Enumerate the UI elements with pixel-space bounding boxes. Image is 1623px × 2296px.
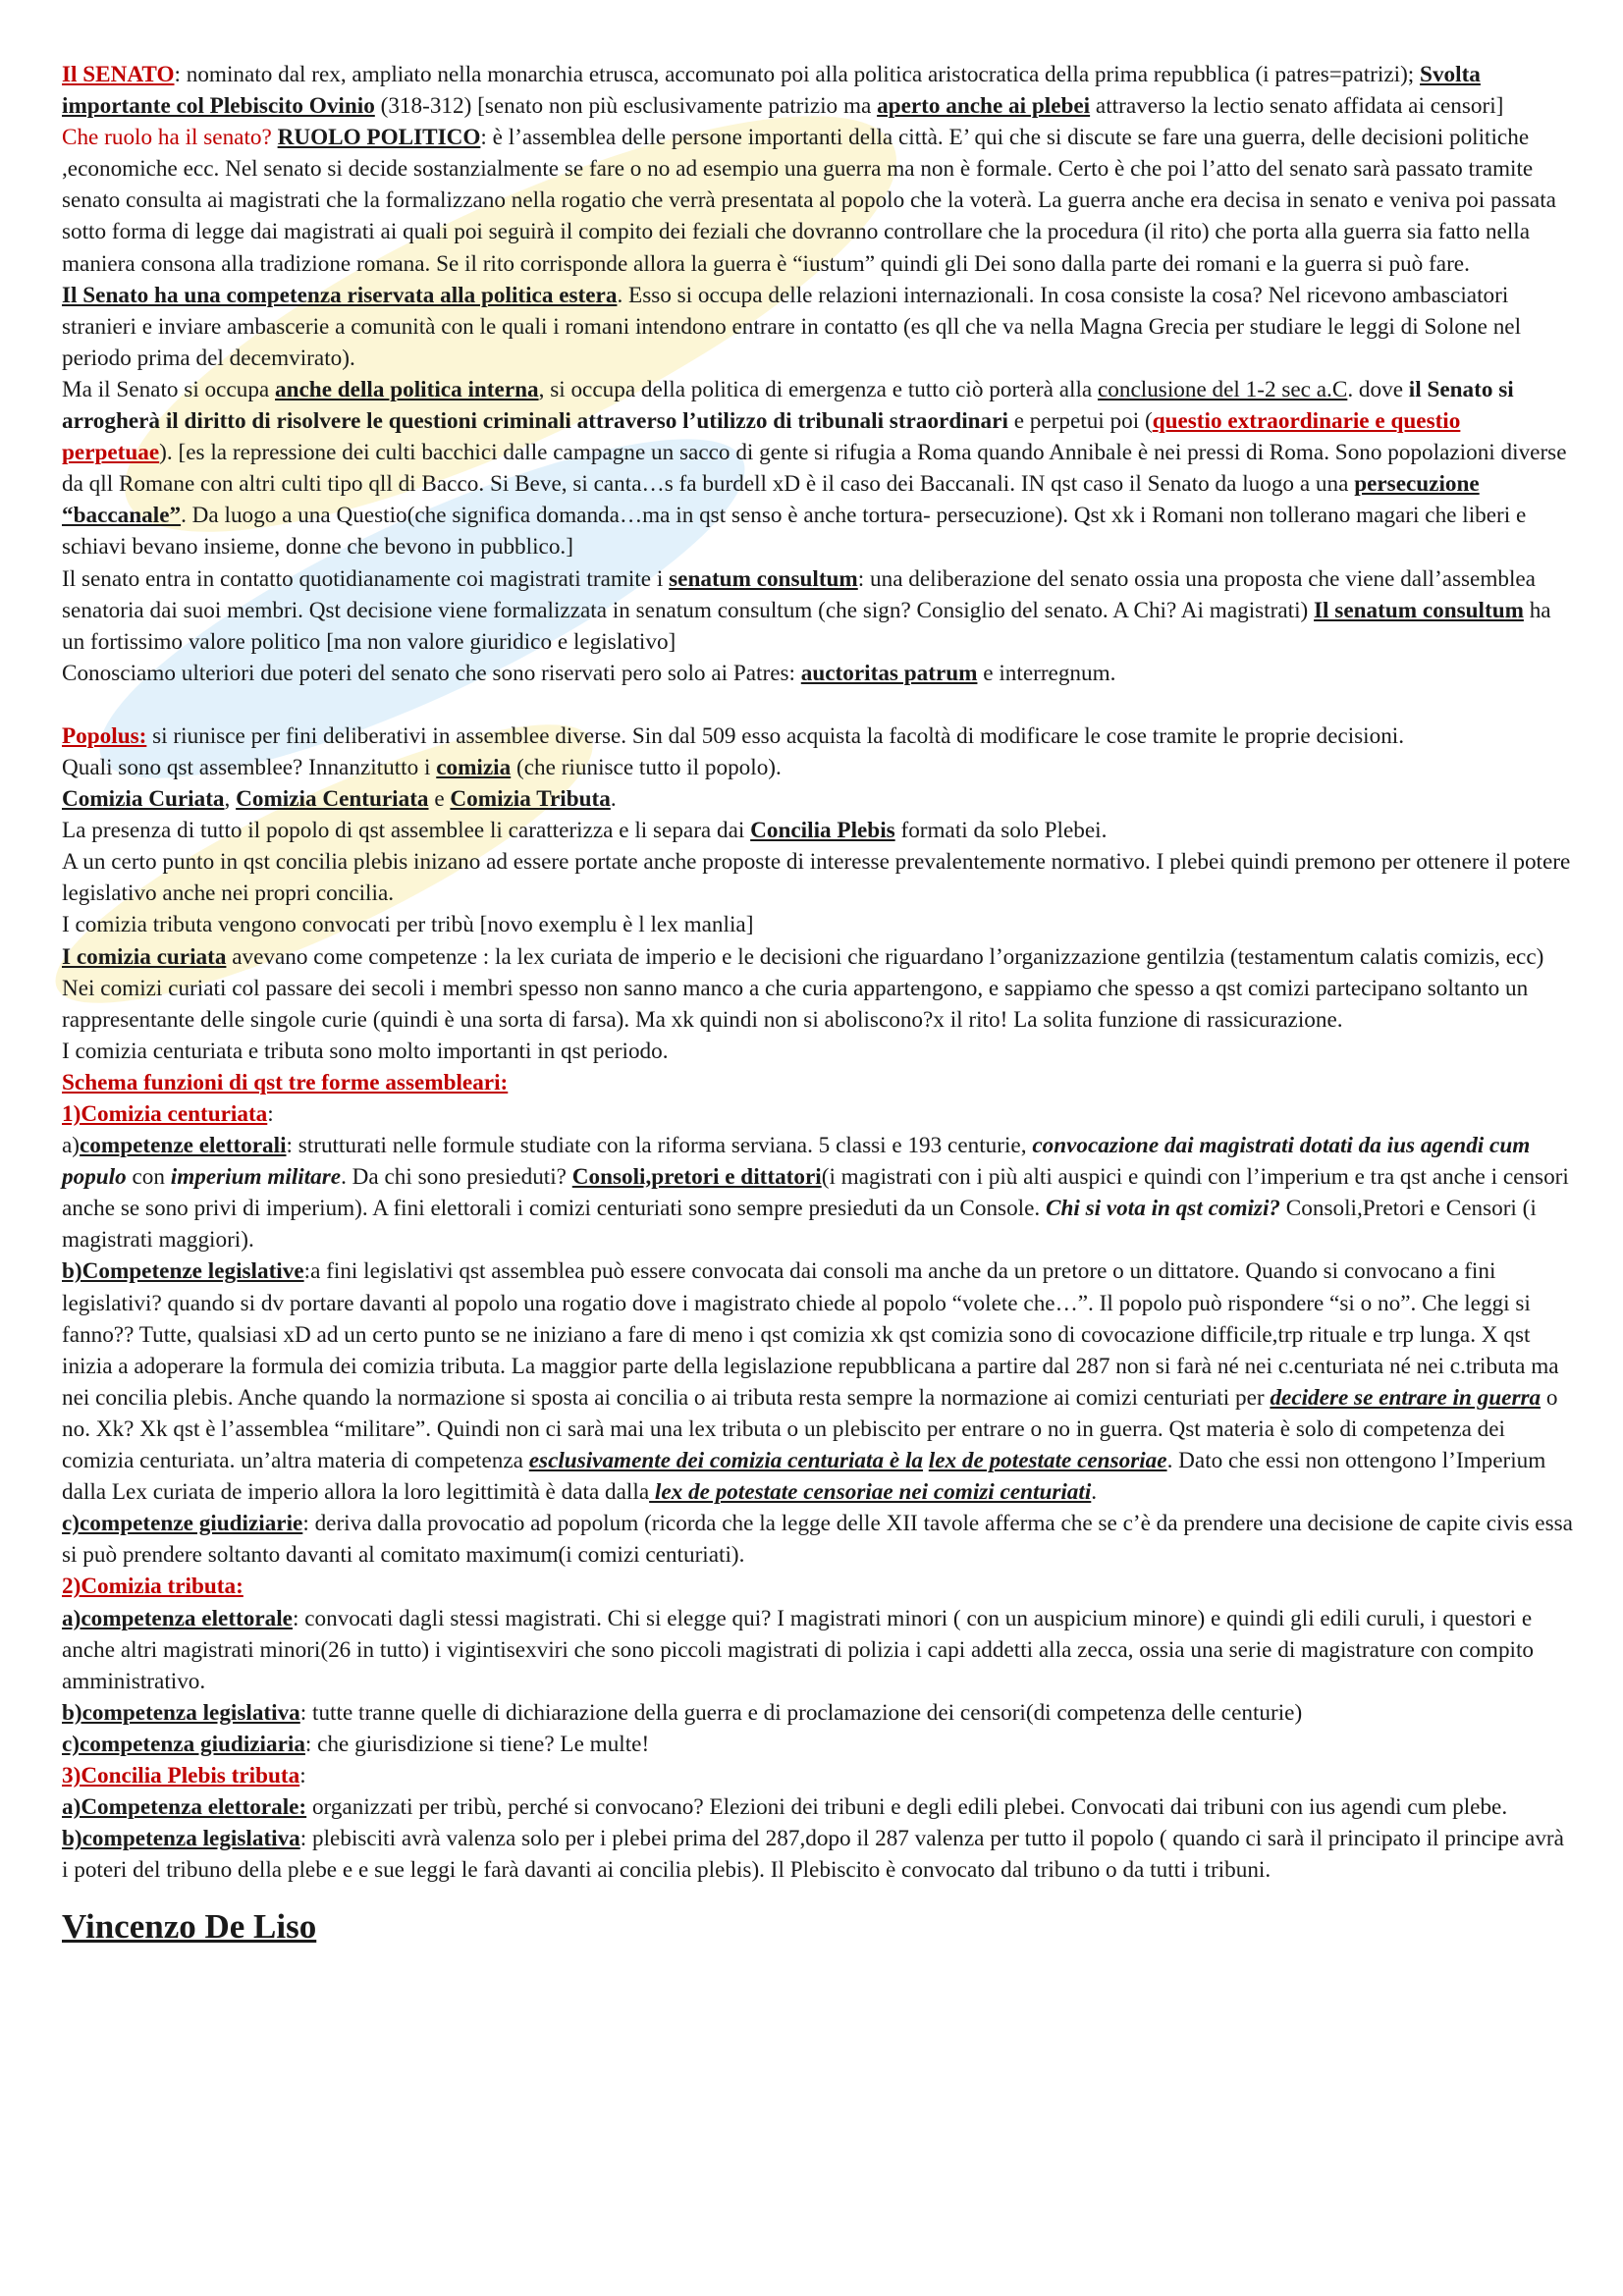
popolus-proposte-normative (62, 846, 1574, 909)
text-run: a)Competenza elettorale: (62, 1794, 307, 1821)
text-run: 1)Comizia centuriata (62, 1101, 268, 1127)
text-run: Concilia Plebis (750, 818, 895, 844)
text-run: esclusivamente dei comizia centuriata è la (528, 1448, 923, 1474)
text-run: . Dato che essi non ottengono l’Imperium dalla Lex curiata de imperio allora la loro legittimità è data dalla (62, 1448, 1546, 1506)
text-run: : è l’assemblea delle persone importanti della città. E’ qui che si discute se fare una guerra, delle decisioni politiche ,economiche ecc. Nel senato si decide sostanzialmente se fare o no ad esempio una guerra ma non è formale. Certo è che poi l’atto del senato sarà passato tramite senato consulta ai magistrati che la formalizzano nella rogatio che verrà presentata al popolo che la voterà. La guerra anche era decisa in senato e veniva poi passata sotto forma di legge dai magistrati ai quali poi seguirà il compito dei feziali che dovranno controllare che la procedura (il rito) che porta alla guerra sia fatto nella maniera consona alla tradizione romana. Se il rito corrisponde allora la guerra è “iustum” quindi gli Dei sono dalla parte dei romani e la guerra si può fare. (62, 125, 1556, 277)
tributa-elettorale (62, 1603, 1574, 1697)
centuriata-legislative (62, 1255, 1574, 1508)
popolus-comizia-tributa-note (62, 909, 1574, 940)
text-run: decidere se entrare in guerra (1270, 1384, 1542, 1411)
popolus-comizia-list (62, 783, 1574, 815)
schema-title (62, 1067, 1574, 1098)
text-run: . Esso si occupa delle relazioni internazionali. In cosa consiste la cosa? Nel ricevono ambasciatori stranieri e inviare ambascerie a comunità con le quali i romani intendono entrare in contatto (es qll che va nella Magna Grecia per studiare le leggi di Solone nel periodo prima del decemvirato). (62, 282, 1522, 371)
popolus-comizi-curiati-rito (62, 973, 1574, 1036)
text-run: : nominato dal rex, ampliato nella monarchia etrusca, accomunato poi alla politica aristocratica della prima repubblica (i patres=patrizi); (174, 62, 1421, 87)
text-run: avevano come competenze : la lex curiata de imperio e le decisioni che riguardano l’organizzazione gentilzia (testamentum calatis comizis, ecc) (226, 943, 1544, 970)
text-run: lex de potestate censoriae (928, 1448, 1167, 1474)
text-run: ha un fortissimo valore politico [ma non valore giuridico e legislativo] (62, 597, 1551, 655)
text-run: il Senato si arrogherà il diritto di risolvere le questioni criminali attraverso l’utilizzo di tribunali straordinari (62, 376, 1514, 435)
text-run: : strutturati nelle formule studiate con la riforma serviana. 5 classi e 193 centurie, (286, 1133, 1033, 1159)
text-run: I comizia curiata (62, 943, 227, 970)
text-run: Svolta importante col Plebiscito Ovinio (62, 62, 1481, 120)
text-run: (318-312) [senato non più esclusivamente patrizio ma (374, 93, 878, 120)
text-run: c)competenza giudiziaria (62, 1731, 305, 1757)
popolus-assemblee (62, 752, 1574, 783)
text-run: Conosciamo ulteriori due poteri del senato che sono riservati pero solo ai Patres: (62, 660, 801, 686)
text-run: Che ruolo ha il senato? (62, 125, 272, 151)
text-run: competenze elettorali (80, 1133, 287, 1159)
text-run: :a fini legislativi qst assemblea può essere convocata dai consoli ma anche da un pretore o un dittatore. Quando si convocano a fini legislativi? quando si dv portare davanti al popolo una rogatio dove i magistrato chiede al popolo “volete che…”. Il popolo può rispondere “si o no”. Che leggi si fanno?? Tutte, qualsiasi xD ad un certo punto se ne iniziano a fare di meno i qst comizia xk qst comizia sono di covocazione difficile,trp rituale e trp lunga. X qst inizia a adoperare la formula dei comizia tributa. La maggior parte della legislazione repubblicana a partire dal 287 non si farà né nei c.centuriata né nei c.tributa ma nei concilia plebis. Anche quando la normazione si sposta ai concilia o ai tributa resta sempre la normazione ai comizi centuriati per (62, 1258, 1559, 1411)
text-run: : convocati dagli stessi magistrati. Chi si elegge qui? I magistrati minori ( con un auspicium minore) e quindi gli edili curuli, i questori e anche altri magistrati minori(26 in tutto) i vigintisexviri che sono piccoli magistrati di polizia i capi addetti alla zecca, ossia una serie di magistrature con compito amministrativo. (62, 1605, 1535, 1694)
text-run: anche della politica interna (275, 376, 539, 402)
text-run: conclusione del 1-2 sec a.C (1097, 376, 1348, 402)
text-run: a)competenza elettorale (62, 1605, 293, 1631)
senato-poteri-patres (62, 658, 1574, 689)
text-run: : plebisciti avrà valenza solo per i plebei prima del 287,dopo il 287 valenza per tutto il popolo ( quando ci sarà il principato il principe avrà i poteri del tribuno della plebe e e sue leggi le farà davanti ai concilia plebis). Il Plebiscito è convocato dal tribuno o da tutti i tribuni. (62, 1826, 1564, 1884)
text-run: b)Competenze legislative (62, 1258, 304, 1285)
plebis-elettorale (62, 1791, 1574, 1823)
text-run: : tutte tranne quelle di dichiarazione della guerra e di proclamazione dei censori(di competenza delle centurie) (299, 1699, 1303, 1726)
text-run: formati da solo Plebei. (894, 818, 1108, 844)
text-run: Ma il Senato si occupa (62, 376, 276, 402)
author-signature: Vincenzo De Liso (62, 1907, 317, 1947)
senato-politica-estera (62, 280, 1574, 374)
text-run: persecuzione “baccanale” (62, 471, 1480, 529)
text-run: Chi si vota in qst comizi? (1046, 1196, 1280, 1222)
popolus-definition (62, 721, 1574, 752)
text-run: : (267, 1101, 274, 1127)
centuriata-giudiziarie (62, 1508, 1574, 1571)
text-run: . (1091, 1479, 1098, 1506)
text-run: : deriva dalla provocatio ad popolum (ricorda che la legge delle XII tavole afferma che se c’è da prendere una decisione de capite civis essa si può prendere soltanto davanti al comitato maximum(i comizi centuriati). (62, 1511, 1573, 1569)
text-run: Il SENATO (62, 62, 175, 87)
tributa-heading (62, 1571, 1574, 1602)
plebis-legislativa (62, 1823, 1574, 1886)
text-run: . dove (1347, 376, 1409, 402)
text-run: a) (62, 1133, 81, 1159)
text-run: (che riunisce tutto il popolo). (511, 754, 782, 780)
text-run: Il Senato ha una competenza riservata alla politica estera (62, 282, 618, 308)
text-run: , (224, 786, 237, 813)
text-run: Comizia Centuriata (236, 786, 429, 813)
senato-politica-interna (62, 374, 1574, 563)
popolus-comizia-curiata (62, 941, 1574, 973)
senato-ruolo-politico (62, 122, 1574, 279)
text-run: I comizia centuriata e tributa sono molto importanti in qst periodo. (62, 1038, 669, 1064)
text-run: Il senato entra in contatto quotidianamente coi magistrati tramite i (62, 565, 670, 592)
text-run: Comizia Curiata (62, 786, 225, 813)
text-run: convocazione dai magistrati dotati da ius agendi cum populo (62, 1133, 1531, 1191)
text-run: . Da luogo a una Questio(che significa domanda…ma in qst senso è anche tortura- persecuzione). Qst xk i Romani non tollerano magari che liberi e schiavi bevano insieme, donne che bevono in pubblico.] (62, 503, 1527, 561)
text-run: e (428, 786, 451, 813)
plebis-heading (62, 1760, 1574, 1791)
text-run: Consoli,pretori e dittatori (571, 1164, 822, 1191)
text-run: senatum consultum (669, 565, 858, 592)
text-run: . (610, 786, 617, 813)
section-gap (62, 689, 1574, 721)
text-run: organizzati per tribù, perché si convocano? Elezioni dei tribuni e degli edili plebei. Convocati dai tribuni con ius agendi cum plebe. (306, 1794, 1508, 1821)
tributa-giudiziaria (62, 1729, 1574, 1760)
text-run: con (126, 1164, 171, 1191)
text-run: Schema funzioni di qst tre forme assembleari: (62, 1069, 509, 1095)
centuriata-elettorali (62, 1130, 1574, 1255)
text-run: Popolus: (62, 722, 147, 749)
text-run: imperium militare (170, 1164, 342, 1191)
text-run: Quali sono qst assemblee? Innanzitutto i (62, 754, 437, 780)
text-run: ). [es la repressione dei culti bacchici dalle campagne un sacco di gente si rifugia a Roma quando Annibale è nei pressi di Roma. Sono popolazioni diverse da qll Romane con altri culti tipo qll di Bacco. Si Beve, si canta…s fa burdell xD è il caso dei Baccanali. IN qst caso il Senato da luogo a una (62, 440, 1567, 498)
text-run: c)competenze giudiziarie (62, 1511, 303, 1537)
text-run: si riunisce per fini deliberativi in assemblee diverse. Sin dal 509 esso acquista la facoltà di modificare le cose tramite le proprie decisioni. (146, 722, 1405, 749)
text-run: Consoli,Pretori e Censori (i magistrati maggiori). (62, 1196, 1537, 1254)
text-run: : che giurisdizione si tiene? Le multe! (304, 1731, 650, 1757)
text-run: 3)Concilia Plebis tributa (62, 1762, 300, 1789)
text-run: o no. Xk? Xk qst è l’assemblea “militare”. Quindi non ci sarà mai una lex tributa o un plebiscito per entrare o no in guerra. Qst materia è solo di competenza dei comizia centuriata. un’altra materia di competenza (62, 1384, 1558, 1474)
text-run: , si occupa della politica di emergenza e tutto ciò porterà alla (538, 376, 1098, 402)
text-run: (i magistrati con i più alti auspici e quindi con l’imperium e tra qst anche i censori anche se sono privi di imperium). A fini elettorali i comizi centuriati sono sempre presieduti da un Console. (62, 1164, 1569, 1222)
popolus-importanza (62, 1036, 1574, 1067)
senato-definition (62, 59, 1574, 122)
text-run: I comizia tributa vengono convocati per tribù [novo exemplu è l lex manlia] (62, 912, 754, 938)
document-page (62, 59, 1574, 1949)
text-run: A un certo punto in qst concilia plebis inizano ad essere portate anche proposte di interesse prevalentemente normativo. I plebei quindi premono per ottenere il potere legislativo anche nei propri concilia. (62, 849, 1571, 907)
text-run: b)competenza legislativa (62, 1826, 300, 1852)
text-run: e interregnum. (977, 660, 1116, 686)
text-run: lex de potestate censoriae nei comizi centuriati (649, 1479, 1092, 1506)
text-run: aperto anche ai plebei (877, 93, 1091, 120)
text-run: RUOLO POLITICO (277, 125, 481, 151)
text-run: comizia (436, 754, 512, 780)
text-run: : una deliberazione del senato ossia una proposta che viene dall’assemblea senatoria dai suoi membri. Qst decisione viene formalizzata in senatum consultum (che sign? Consiglio del senato. A Chi? Ai magistrati) (62, 565, 1536, 623)
text-run: Comizia Tributa (450, 786, 611, 813)
text-run: questio extraordinarie e questio perpetuae (62, 408, 1461, 466)
text-run: e perpetui poi ( (1007, 408, 1153, 435)
text-run: attraverso la lectio senato affidata ai censori] (1090, 93, 1504, 120)
text-run: auctoritas patrum (800, 660, 978, 686)
text-run: Nei comizi curiati col passare dei secoli i membri spesso non sanno manco a che curia appartengono, e sappiamo che spesso a qst comizi partecipano soltanto un rappresentante delle singole curie (quindi è una sorta di farsa). Ma xk quindi non si aboliscono?x il rito! La solita funzione di rassicurazione. (62, 975, 1529, 1033)
text-run: b)competenza legislativa (62, 1699, 300, 1726)
centuriata-heading (62, 1098, 1574, 1130)
senato-consultum (62, 563, 1574, 658)
popolus-concilia-plebis (62, 815, 1574, 846)
text-run: 2)Comizia tributa: (62, 1574, 243, 1600)
text-run: . Da chi sono presieduti? (341, 1164, 572, 1191)
text-run: La presenza di tutto il popolo di qst assemblee li caratterizza e li separa dai (62, 818, 751, 844)
text-run: : (299, 1762, 306, 1789)
tributa-legislativa (62, 1697, 1574, 1729)
text-run: Il senatum consultum (1314, 597, 1524, 623)
